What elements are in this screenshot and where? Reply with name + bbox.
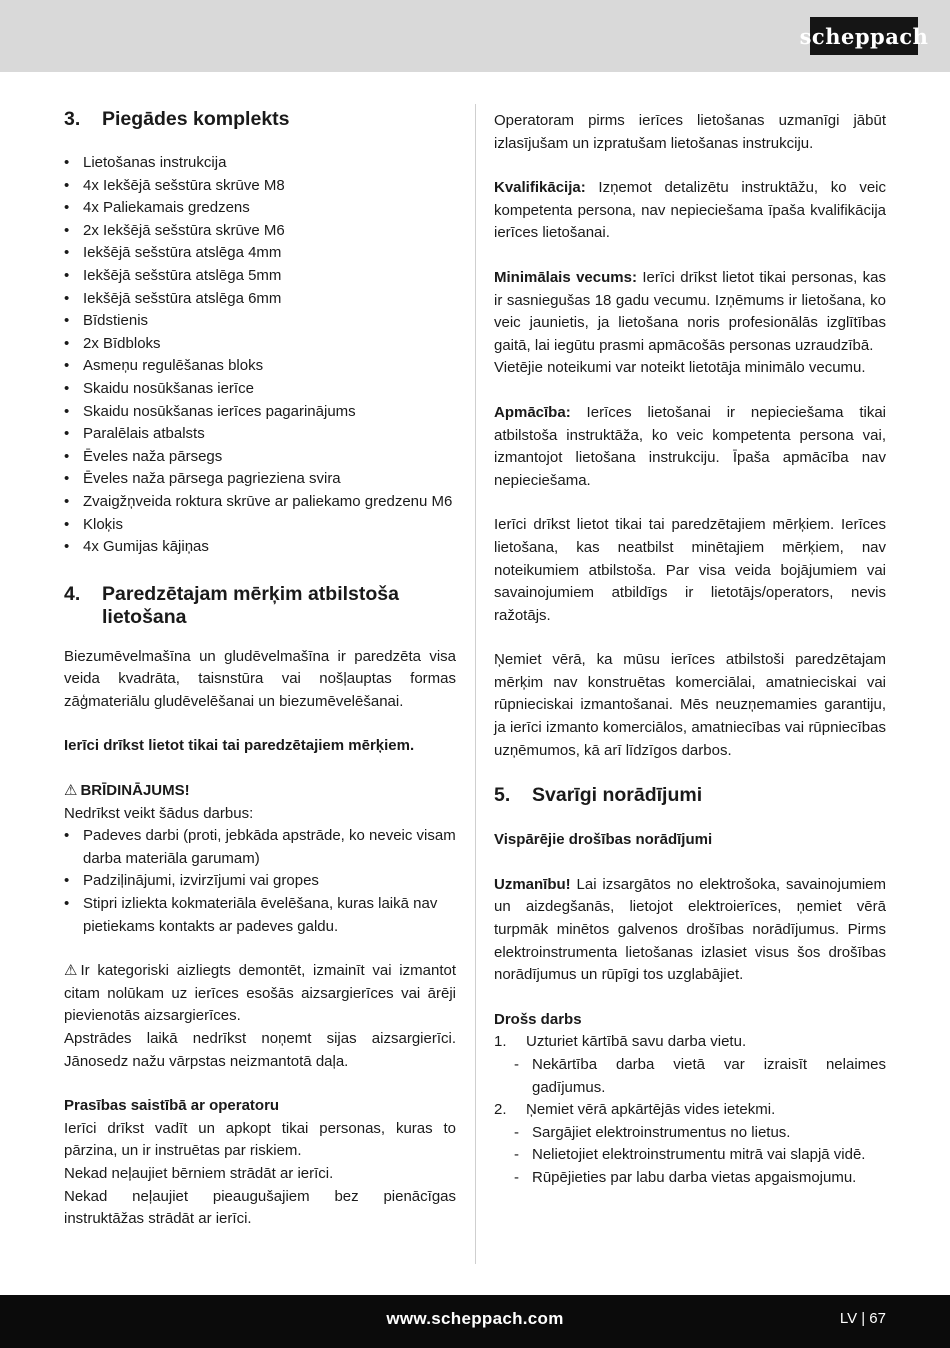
list-item: • Iekšējā sešstūra atslēga 6mm xyxy=(64,288,456,311)
left-column xyxy=(64,100,456,1231)
guard-cover-note: Apstrādes laikā nedrīkst noņemt sijas aizsargierīci. Jānosedz nažu vārpstas neizmantotā daļa. xyxy=(64,1030,456,1070)
list-item: • 4x Paliekamais gredzens xyxy=(64,197,456,220)
intended-purpose-paragraph: Ierīci drīkst lietot tikai tai paredzētajiem mērķiem. Ierīces lietošana, kas neatbilst minētajiem mērķiem, nav noteikumiem atbilstoša. Par visa veida bojājumiem vai savainojumiem atbildīgs ir lietotājs/operators, nevis ražotājs. xyxy=(494,516,886,624)
operator-read-instructions: Operatoram pirms ierīces lietošanas uzmanīgi jābūt izlasījušam un izpratušam lietošanas instrukciju. xyxy=(494,112,886,152)
step-sub-item: - Nekārtība darba vietā var izraisīt nelaimes gadījumus. xyxy=(512,1054,886,1099)
operator-requirements-heading: Prasības saistībā ar operatoru xyxy=(64,1097,280,1115)
local-rules-note: Vietējie noteikumi var noteikt lietotāja minimālo vecumu. xyxy=(494,359,866,377)
safe-work-step xyxy=(494,1099,886,1122)
list-item: • Skaidu nosūkšanas ierīce xyxy=(64,378,456,401)
list-item: • Paralēlais atbalsts xyxy=(64,423,456,446)
prohibited-work-list xyxy=(64,825,456,938)
children-note: Nekad neļaujiet bērniem strādāt ar ierīci. xyxy=(64,1164,334,1182)
warning-triangle-icon: ⚠ xyxy=(64,782,78,800)
section-3-heading: 3. Piegādes komplekts xyxy=(64,108,290,130)
list-item: • Iekšējā sešstūra atslēga 4mm xyxy=(64,242,456,265)
list-item: • Padeves darbi (proti, jebkāda apstrāde, ko neveic visam darba materiāla garumam) xyxy=(64,825,456,870)
list-item: • Kloķis xyxy=(64,514,456,537)
list-item: • 4x Iekšējā sešstūra skrūve M8 xyxy=(64,175,456,198)
step-text: Uzturiet kārtībā savu darba vietu. xyxy=(526,1033,747,1051)
intended-use-bold-line: Ierīci drīkst lietot tikai tai paredzētajiem mērķiem. xyxy=(64,737,415,755)
warning-heading: ⚠ BRĪDINĀJUMS! xyxy=(64,780,456,803)
list-item: • Zvaigžņveida roktura skrūve ar paliekamo gredzenu M6 xyxy=(64,491,456,514)
list-item: • 2x Iekšējā sešstūra skrūve M6 xyxy=(64,220,456,243)
section-5-heading: 5. Svarīgi norādījumi xyxy=(494,784,703,807)
warning-intro: Nedrīkst veikt šādus darbus: xyxy=(64,804,254,822)
general-safety-heading: Vispārējie drošības norādījumi xyxy=(494,831,713,849)
step-sub-item: - Nelietojiet elektroinstrumentu mitrā vai slapjā vidē. xyxy=(512,1144,886,1167)
list-item: • Ēveles naža pārsegs xyxy=(64,446,456,469)
adults-note: Nekad neļaujiet pieaugušajiem bez pienācīgas instruktāžas strādāt ar ierīci. xyxy=(64,1187,456,1228)
step-number: 1. xyxy=(494,1033,507,1051)
step-sub-list xyxy=(512,1054,886,1099)
column-divider xyxy=(475,104,476,1264)
attention-paragraph: Uzmanību! Lai izsargātos no elektrošoka, savainojumiem un aizdegšanās, lietojot elektroierīces, ņemiet vērā turpmāk minētos galvenos drošības norādījumus. Pirms elektroinstrumenta lietošanas izlasiet visus šos drošības norādījumus un rūpīgi tos uzglabājiet. xyxy=(494,875,886,984)
intended-use-intro: Biezumēvelmašīna un gludēvelmašīna ir paredzēta visa veida kvadrāta, taisnstūra vai nošļauptas formas zāģmateriālu gludēvelēšanai un biezumēvelēšanai. xyxy=(64,647,456,710)
safe-work-step xyxy=(494,1031,886,1054)
list-item: • Ēveles naža pārsega pagrieziena svira xyxy=(64,468,456,491)
step-sub-item: - Sargājiet elektroinstrumentus no lietus. xyxy=(512,1122,886,1145)
prohibited-modification-note: ⚠ Ir kategoriski aizliegts demontēt, izmainīt vai izmantot citam nolūkam uz ierīces esošās aizsargierīces vai ārēji pievienotās aizsargierīces. xyxy=(64,962,456,1025)
step-text: Ņemiet vērā apkārtējās vides ietekmi. xyxy=(526,1101,776,1119)
header-band xyxy=(0,0,950,72)
safe-work-heading: Drošs darbs xyxy=(494,1010,582,1028)
list-item: • Skaidu nosūkšanas ierīces pagarinājums xyxy=(64,401,456,424)
qualification-paragraph: Kvalifikācija: Izņemot detalizētu instruktāžu, ko veic kompetenta persona, nav nepieciešama īpaša kvalifikācija ierīces lietošanai. xyxy=(494,179,886,242)
minimum-age-paragraph: Minimālais vecums: Ierīci drīkst lietot tikai personas, kas ir sasniegušas 18 gadu vecumu. Izņēmums ir lietošana, ko veic jaunietis, ja lietošana noris profesionālās izglītības gaitā, lai iegūtu prasmi apmācošās personas uzraudzībā. xyxy=(494,268,886,354)
delivery-contents-list xyxy=(64,152,456,559)
step-sub-list xyxy=(512,1122,886,1190)
operator-requirements-text: Ierīci drīkst vadīt un apkopt tikai personas, kuras to pārzina, un ir instruētas par riskiem. xyxy=(64,1119,456,1160)
safe-work-steps xyxy=(494,1031,886,1189)
list-item: • Stipri izliekta kokmateriāla ēvelēšana, kuras laikā nav pietiekams kontakts ar padeves galdu. xyxy=(64,893,456,938)
list-item: • 2x Bīdbloks xyxy=(64,333,456,356)
step-number: 2. xyxy=(494,1101,507,1119)
training-paragraph: Apmācība: Ierīces lietošanai ir nepieciešama tikai atbilstoša instruktāža, ko veic kompetenta persona vai, izmantojot lietošana instrukciju. Īpaša apmācība nav nepieciešama. xyxy=(494,403,886,489)
list-item: • 4x Gumijas kājiņas xyxy=(64,536,456,559)
footer-website-link[interactable]: www.scheppach.com xyxy=(386,1309,564,1328)
right-column xyxy=(494,110,886,1190)
list-item: • Lietošanas instrukcija xyxy=(64,152,456,175)
list-item: • Padziļinājumi, izvirzījumi vai gropes xyxy=(64,870,456,893)
section-4-heading: 4. Paredzētajam mērķim atbilstoša lietošana xyxy=(64,582,399,628)
step-sub-item: - Rūpējieties par labu darba vietas apgaismojumu. xyxy=(512,1167,886,1190)
list-item: • Iekšējā sešstūra atslēga 5mm xyxy=(64,265,456,288)
warning-triangle-icon: ⚠ xyxy=(64,962,78,980)
commercial-use-paragraph: Ņemiet vērā, ka mūsu ierīces atbilstoši paredzētajam mērķim nav konstruētas komerciālai, amatnieciskai vai rūpnieciskai izmantošanai. Mēs neuzņemamies garantiju, ja ierīci izmanto komerciālos, amatniecības vai rūpniecības uzņēmumos, kā arī līdzīgos darbos. xyxy=(494,651,886,759)
scheppach-logo: scheppach xyxy=(810,17,918,55)
list-item: • Asmeņu regulēšanas bloks xyxy=(64,355,456,378)
page-number: LV | 67 xyxy=(839,1310,886,1327)
list-item: • Bīdstienis xyxy=(64,310,456,333)
footer-band xyxy=(0,1295,950,1348)
